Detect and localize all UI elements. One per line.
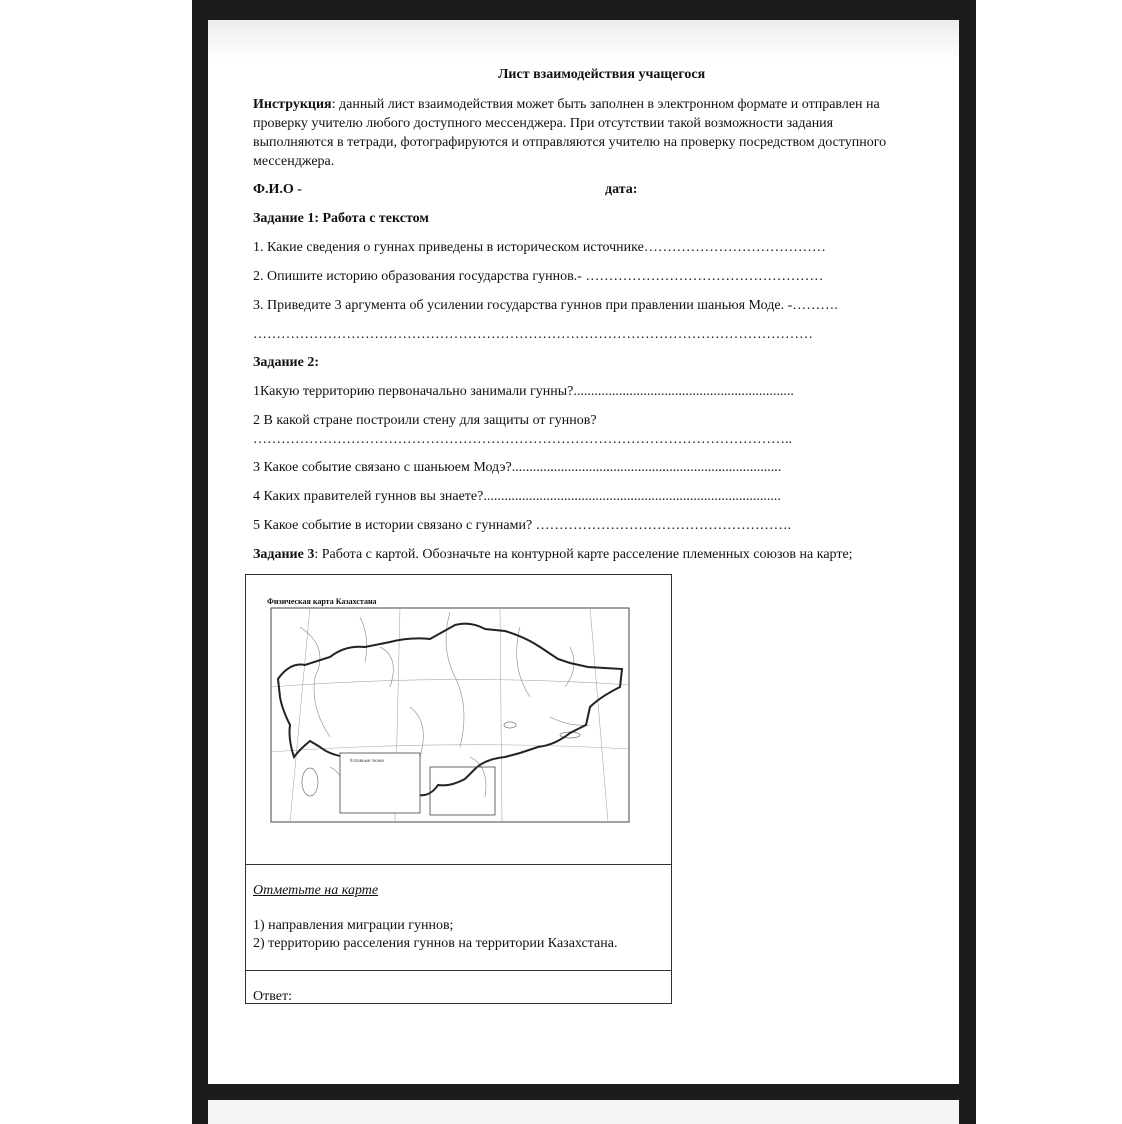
map-title: Физическая карта Казахстана [267,597,377,606]
instruction-label: Инструкция [253,97,332,112]
map-inset-label: Условные знаки [350,758,384,763]
task2-question-4: 4 Каких правителей гуннов вы знаете?..................................................................................... [253,489,781,504]
task3-line [253,546,853,564]
kazakhstan-contour-map [270,607,630,827]
mark-item-2: 2) территорию расселения гуннов на территории Казахстана. [253,936,618,951]
table-divider [246,970,671,971]
task2-question-5: 5 Какое событие в истории связано с гуннами? ………………………………………………. [253,518,792,533]
task1-question-3: 3. Приведите 3 аргумента об усилении государства гуннов при правлении шаньюя Моде. -………. [253,298,838,313]
task3-text: : Работа с картой. Обозначьте на контурной карте расселение племенных союзов на карте; [314,547,853,562]
viewer-bottom-bar [208,1100,959,1124]
table-divider [246,864,671,865]
date-label: дата: [605,182,638,197]
task1-question-2: 2. Опишите историю образования государства гуннов.- …………………………………………… [253,269,824,284]
task2-question-2-dots: …………………………………………………………………………………………………….. [253,432,792,447]
task2-heading: Задание 2: [253,355,319,370]
fio-label: Ф.И.О - [253,182,302,197]
map-table [245,574,672,1004]
mark-item-1: 1) направления миграции гуннов; [253,918,454,933]
task3-label: Задание 3 [253,547,315,562]
answer-label: Ответ: [253,989,292,1004]
task1-answer-dots: ………………………………………………………………………………………………………… [253,327,813,342]
instruction-paragraph [253,95,893,171]
task2-question-2: 2 В какой стране построили стену для защиты от гуннов? [253,413,597,428]
mark-on-map-label: Отметьте на карте [253,883,379,898]
worksheet-title: Лист взаимодействия учащегося [498,67,706,82]
task1-heading: Задание 1: Работа с текстом [253,211,429,226]
task2-question-1: 1Какую территорию первоначально занимали гунны?............................................................... [253,384,794,399]
task1-question-1: 1. Какие сведения о гуннах приведены в историческом источнике………………………………… [253,240,826,255]
instruction-text: : данный лист взаимодействия может быть заполнен в электронном формате и отправлен на проверку учителю любого доступного мессенджера. При отсутствии такой возможности задания выполняются в тетради, фотографируются и отправляются учителю на проверку посредством доступного мессенджера. [253,97,887,169]
task2-question-3: 3 Какое событие связано с шаньюем Модэ?............................................................................. [253,460,782,475]
page-top-shadow [208,20,959,60]
